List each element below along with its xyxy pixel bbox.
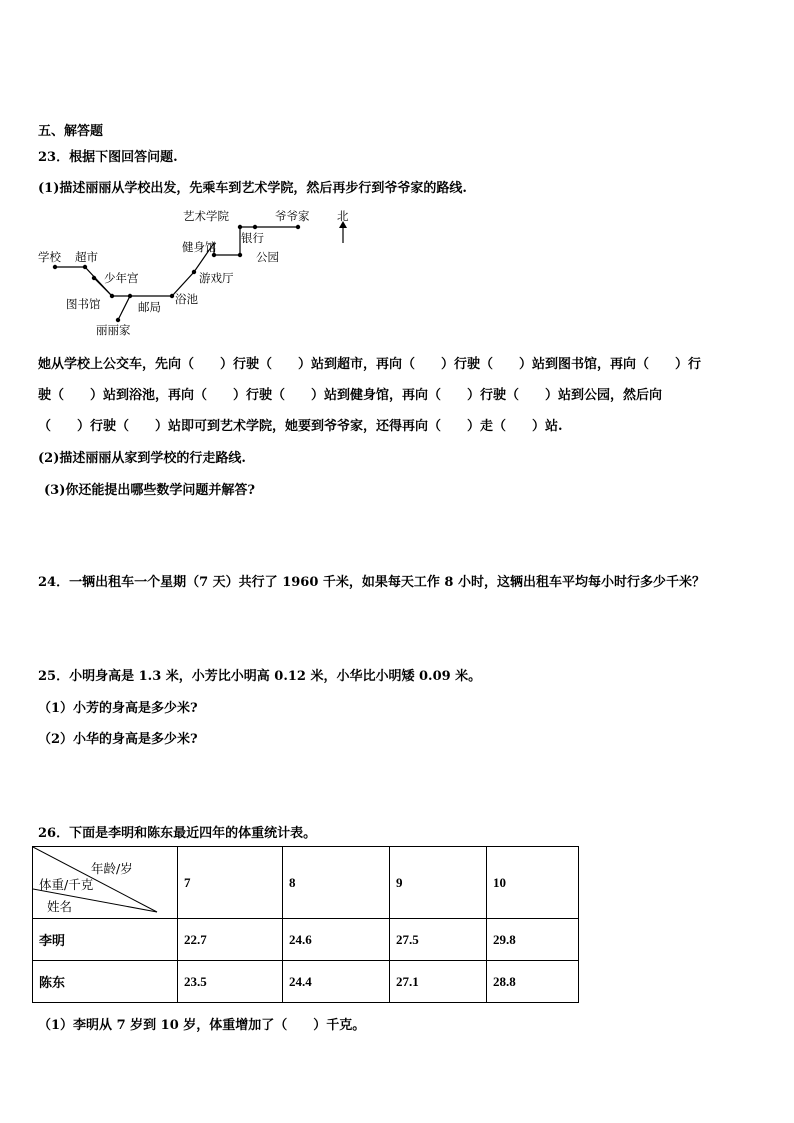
stop-school xyxy=(53,265,57,269)
q24-text: 24．一辆出租车一个星期（7 天）共行了 1960 千米，如果每天工作 8 小时，这辆出租车平均每小时行多少千米？ xyxy=(38,575,705,590)
q23-title: 23．根据下图回答问题. xyxy=(38,150,178,165)
cell-value: 24.4 xyxy=(283,961,390,1003)
row-name-chendong: 陈东 xyxy=(33,961,178,1003)
q25-sub2: （2）小华的身高是多少米? xyxy=(38,732,198,747)
q23-fill-line1: 她从学校上公交车，先向（ ）行驶（ ）站到超市，再向（ ）行驶（ ）站到图书馆，再向（ ）行 xyxy=(38,357,702,372)
label-bathhouse: 浴池 xyxy=(175,292,198,306)
label-gym: 健身馆 xyxy=(182,240,217,254)
q23-part1: (1)描述丽丽从学校出发，先乘车到艺术学院，然后再步行到爷爷家的路线. xyxy=(38,181,467,196)
label-north: 北 xyxy=(337,209,349,223)
table-corner-cell xyxy=(33,847,178,919)
label-arcade: 游戏厅 xyxy=(199,271,234,285)
corner-label-weight: 体重/千克 xyxy=(39,877,94,892)
stop-youth-palace xyxy=(92,276,96,280)
row-name-liming: 李明 xyxy=(33,919,178,961)
cell-value: 24.6 xyxy=(283,919,390,961)
q25-text: 25．小明身高是 1.3 米，小芳比小明高 0.12 米，小华比小明矮 0.09 米。 xyxy=(38,669,482,684)
q23-part3: (3)你还能提出哪些数学问题并解答? xyxy=(44,483,255,498)
header-age-7: 7 xyxy=(178,847,283,919)
q26-sub1: （1）李明从 7 岁到 10 岁，体重增加了（ ）千克。 xyxy=(38,1018,366,1033)
stop-bank xyxy=(253,225,257,229)
stop-post-office xyxy=(128,294,132,298)
q25-sub1: （1）小芳的身高是多少米? xyxy=(38,701,198,716)
table-row xyxy=(33,961,579,1003)
cell-value: 27.5 xyxy=(390,919,487,961)
stop-grandpa-home xyxy=(296,225,300,229)
q23-fill-line3: （ ）行驶（ ）站即可到艺术学院，她要到爷爷家，还得再向（ ）走（ ）站. xyxy=(38,419,563,434)
label-lili-home: 丽丽家 xyxy=(96,323,131,337)
table-row xyxy=(33,919,579,961)
cell-value: 27.1 xyxy=(390,961,487,1003)
stop-supermarket xyxy=(83,265,87,269)
label-grandpa-home: 爷爷家 xyxy=(275,209,310,223)
label-library: 图书馆 xyxy=(66,297,101,311)
header-age-8: 8 xyxy=(283,847,390,919)
weight-table xyxy=(32,846,579,1003)
corner-label-name: 姓名 xyxy=(47,899,73,914)
label-post-office: 邮局 xyxy=(138,300,161,314)
label-park: 公园 xyxy=(256,250,279,264)
stop-park xyxy=(238,253,242,257)
branch-lili-home xyxy=(118,296,130,320)
q26-text: 26．下面是李明和陈东最近四年的体重统计表。 xyxy=(38,826,317,841)
table-header-row xyxy=(33,847,579,919)
cell-value: 23.5 xyxy=(178,961,283,1003)
header-age-9: 9 xyxy=(390,847,487,919)
stop-bathhouse xyxy=(170,294,174,298)
q23-part2: (2)描述丽丽从家到学校的行走路线. xyxy=(38,451,246,466)
cell-value: 28.8 xyxy=(487,961,579,1003)
stop-art-school xyxy=(238,225,242,229)
label-youth-palace: 少年宫 xyxy=(104,271,139,285)
label-school: 学校 xyxy=(38,250,61,264)
stop-arcade xyxy=(192,270,196,274)
label-art-school: 艺术学院 xyxy=(183,209,229,223)
section-title: 五、解答题 xyxy=(38,124,104,139)
cell-value: 29.8 xyxy=(487,919,579,961)
corner-label-age: 年龄/岁 xyxy=(91,861,133,876)
header-age-10: 10 xyxy=(487,847,579,919)
label-supermarket: 超市 xyxy=(75,250,98,264)
stop-library xyxy=(110,294,114,298)
label-bank: 银行 xyxy=(241,231,264,245)
cell-value: 22.7 xyxy=(178,919,283,961)
q23-fill-line2: 驶（ ）站到浴池，再向（ ）行驶（ ）站到健身馆，再向（ ）行驶（ ）站到公园，然后向 xyxy=(38,388,663,403)
